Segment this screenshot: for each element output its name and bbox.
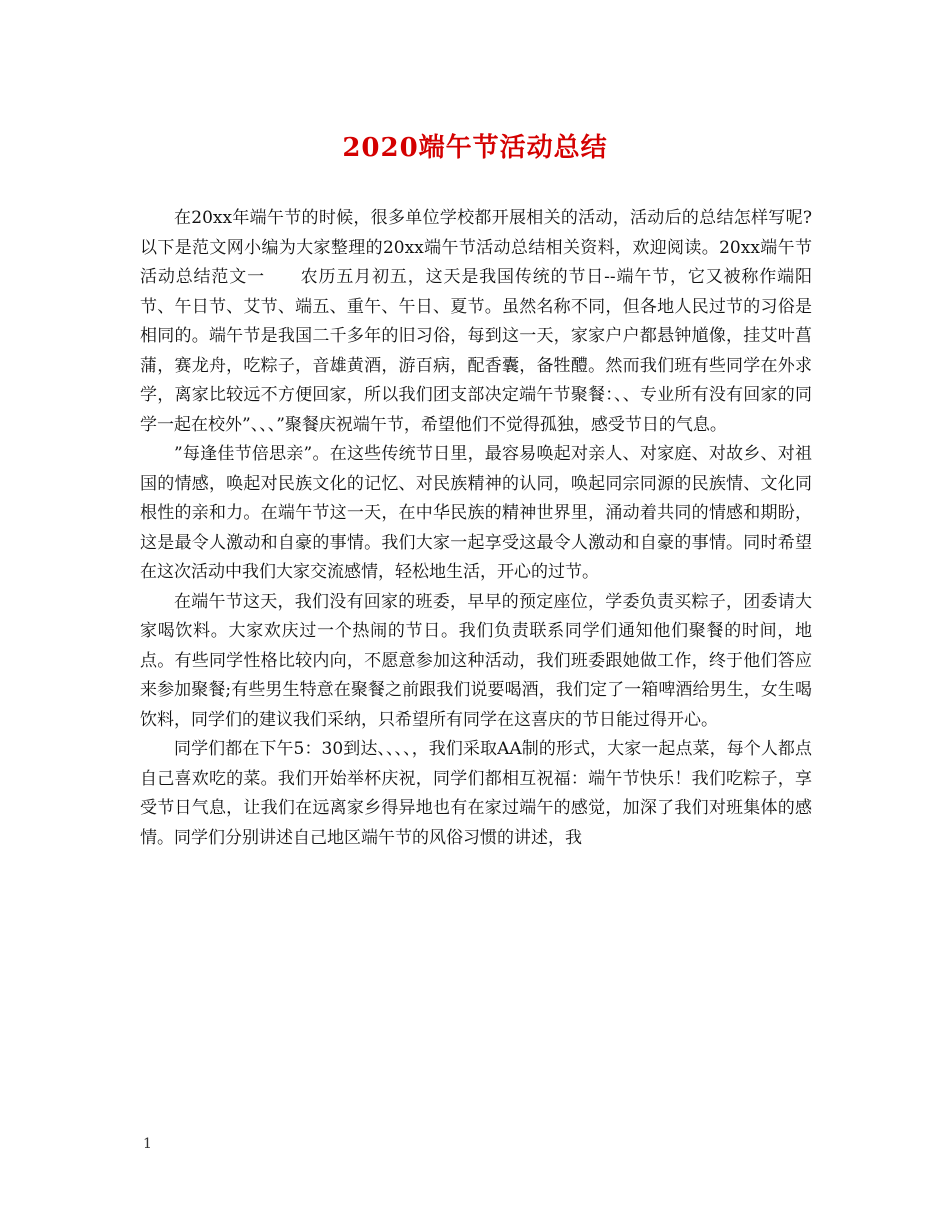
page-number: 1 — [143, 1136, 152, 1152]
document-title: 2020端午节活动总结 — [342, 133, 608, 163]
paragraph-1: 在20xx年端午节的时候，很多单位学校都开展相关的活动，活动后的总结怎样写呢?以下是范文网小编为大家整理的20xx端午节活动总结相关资料，欢迎阅读。20xx端午节活动总结范文一 农历五月初五，这天是我国传统的节日--端午节，它又被称作端阳节、午日节、艾节、端五、重午、午日、夏节。虽然名称不同，但各地人民过节的习俗是相同的。端午节是我国二千多年的旧习俗，每到这一天，家家户户都悬钟馗像，挂艾叶菖蒲，赛龙舟，吃粽子，音雄黄酒，游百病，配香囊，备牲醴。然而我们班有些同学在外求学，离家比较远不方便回家，所以我们团支部决定端午节聚餐：、、专业所有没有回家的同学一起在校外”、、、”聚餐庆祝端午节，希望他们不觉得孤独，感受节日的气息。 — [140, 208, 812, 435]
document-body — [140, 204, 812, 853]
paragraph-4: 同学们都在下午5：30到达、、、、，我们采取AA制的形式，大家一起点菜，每个人都点自己喜欢吃的菜。我们开始举杯庆祝，同学们都相互祝福：端午节快乐！我们吃粽子，享受节日气息，让我们在远离家乡得异地也有在家过端午的感觉，加深了我们对班集体的感情。同学们分别讲述自己地区端午节的风俗习惯的讲述，我 — [140, 739, 812, 848]
paragraph-2: ”每逢佳节倍思亲”。在这些传统节日里，最容易唤起对亲人、对家庭、对故乡、对祖国的情感，唤起对民族文化的记忆、对民族精神的认同，唤起同宗同源的民族情、文化同根性的亲和力。在端午节这一天，在中华民族的精神世界里，涌动着共同的情感和期盼，这是最令人激动和自豪的事情。我们大家一起享受这最令人激动和自豪的事情。同时希望在这次活动中我们大家交流感情，轻松地生活，开心的过节。 — [140, 444, 812, 582]
paragraph-3: 在端午节这天，我们没有回家的班委，早早的预定座位，学委负责买粽子，团委请大家喝饮料。大家欢庆过一个热闹的节日。我们负责联系同学们通知他们聚餐的时间，地点。有些同学性格比较内向，不愿意参加这种活动，我们班委跟她做工作，终于他们答应来参加聚餐;有些男生特意在聚餐之前跟我们说要喝酒，我们定了一箱啤酒给男生，女生喝饮料，同学们的建议我们采纳，只希望所有同学在这喜庆的节日能过得开心。 — [140, 591, 812, 730]
